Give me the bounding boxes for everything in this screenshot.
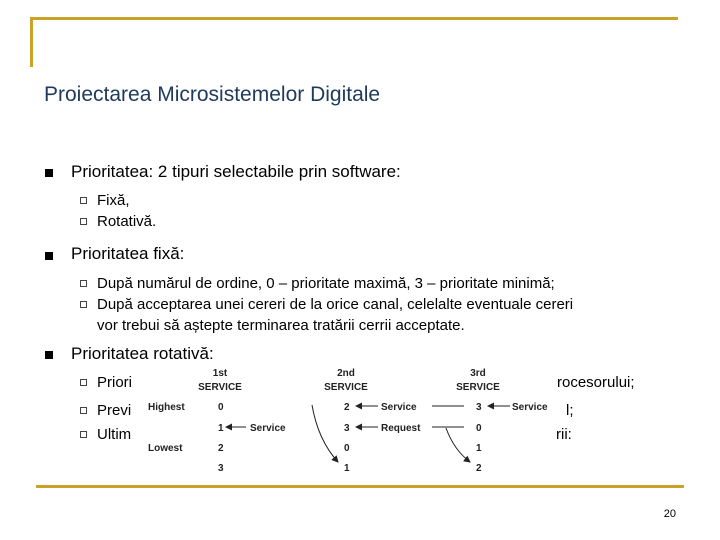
- sub-bullet-text-continued: vor trebui să aștepte terminarea tratării cerrii acceptate.: [97, 317, 465, 334]
- sub-bullet-text: După acceptarea unei cereri de la orice canal, celelalte eventuale cereri: [97, 296, 574, 313]
- sub-bullet-text: Ultim: [97, 426, 132, 443]
- sub-bullet-text-right: rii:: [556, 426, 572, 443]
- sub-bullet-text-right: l;: [566, 402, 574, 419]
- row-label-lowest: Lowest: [148, 443, 183, 454]
- col1-value: 2: [218, 443, 224, 454]
- service-label: Service: [250, 423, 286, 434]
- header-2nd-line2: SERVICE: [324, 382, 368, 393]
- col2-value: 0: [344, 443, 350, 454]
- slide-title: Proiectarea Microsistemelor Digitale: [44, 83, 381, 106]
- col2-value: 3: [344, 423, 350, 434]
- col3-value: 3: [476, 402, 482, 413]
- service-label: Service: [512, 402, 548, 413]
- row-label-highest: Highest: [148, 402, 185, 413]
- bullet-text: Prioritatea: 2 tipuri selectabile prin software:: [71, 162, 401, 181]
- bullet-text: Prioritatea rotativă:: [71, 344, 214, 363]
- request-label: Request: [381, 423, 421, 434]
- col1-value: 3: [218, 463, 224, 474]
- service-label: Service: [381, 402, 417, 413]
- col1-value: 0: [218, 402, 224, 413]
- sub-bullet-text: Rotativă.: [97, 213, 157, 230]
- sub-bullet-text: Priori: [97, 374, 133, 391]
- header-2nd-line1: 2nd: [337, 368, 355, 379]
- header-1st-line2: SERVICE: [198, 382, 242, 393]
- header-3rd-line2: SERVICE: [456, 382, 500, 393]
- col2-value: 1: [344, 463, 350, 474]
- sub-bullet-text: După numărul de ordine, 0 – prioritate maximă, 3 – prioritate minimă;: [97, 275, 555, 292]
- sub-bullet-text: Fixă,: [97, 192, 130, 209]
- col1-value: 1: [218, 423, 224, 434]
- header-3rd-line1: 3rd: [470, 368, 486, 379]
- col3-value: 1: [476, 443, 482, 454]
- header-1st-line1: 1st: [212, 368, 228, 379]
- col3-value: 2: [476, 463, 482, 474]
- bullet-text: Prioritatea fixă:: [71, 244, 185, 263]
- col2-value: 2: [344, 402, 350, 413]
- page-number: 20: [663, 508, 676, 520]
- sub-bullet-text: Previ: [97, 402, 132, 419]
- col3-value: 0: [476, 423, 482, 434]
- sub-bullet-text-right: rocesorului;: [557, 374, 635, 391]
